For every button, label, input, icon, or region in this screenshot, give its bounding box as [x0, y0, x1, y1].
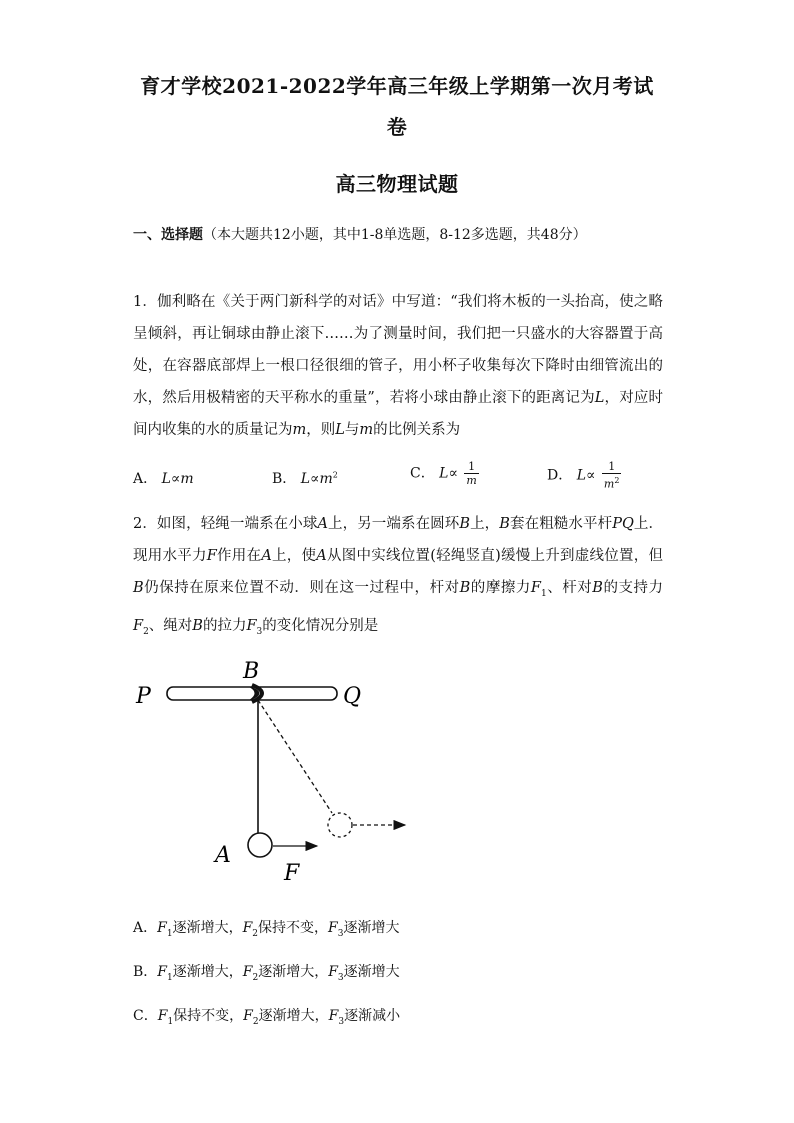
var-F3: F	[246, 617, 257, 634]
option-text: 逐渐增大	[343, 920, 400, 936]
fraction-denominator: m	[466, 474, 477, 487]
sub-2: 2	[143, 626, 149, 637]
option-text: 逐渐增大，	[172, 920, 243, 936]
option-c[interactable]	[410, 460, 479, 487]
var-B: B	[192, 617, 203, 634]
option-label: C．	[133, 1008, 158, 1024]
q2-text-k: 、杆对	[546, 580, 593, 596]
section-heading	[133, 224, 587, 244]
q2-text-b: 上，另一端系在圆环	[327, 516, 460, 532]
fraction-denominator	[602, 474, 622, 491]
sub-3: 3	[256, 626, 263, 637]
fraction-numerator: 1	[602, 460, 622, 474]
fraction	[602, 460, 622, 491]
sub-3: 3	[337, 972, 344, 983]
sub-3: 3	[337, 928, 344, 939]
rope-dashed	[258, 700, 332, 813]
var-F2: F	[243, 1008, 253, 1024]
q2-text-a: 如图，轻绳一端系在小球	[156, 516, 318, 532]
label-p: P	[136, 684, 151, 709]
var-PQ: PQ	[612, 516, 634, 532]
ball-a	[248, 833, 272, 857]
option-expr: L∝m	[161, 471, 194, 487]
var-F3: F	[328, 920, 338, 936]
q1-text-d: 与	[344, 422, 360, 438]
q1-options	[133, 460, 673, 500]
section-note: （本大题共12小题，其中1-8单选题，8-12多选题，共48分）	[203, 227, 587, 243]
option-text: 保持不变，	[258, 920, 329, 936]
sub-1: 1	[166, 928, 173, 939]
var-F1: F	[530, 580, 541, 596]
q1-text-b: ，对应时间内收集的水的质量记为	[133, 390, 663, 438]
q2-text-n: 的拉力	[202, 617, 247, 634]
label-a: A	[215, 843, 231, 868]
ball-dashed	[328, 813, 352, 837]
question-1	[133, 286, 663, 446]
var-A: A	[316, 548, 327, 564]
var-L: L	[594, 390, 605, 406]
label-f: F	[284, 861, 300, 886]
label-b: B	[243, 659, 260, 684]
sub-3: 3	[338, 1016, 345, 1027]
var-F3: F	[328, 1008, 339, 1024]
q2-text-d: 套在粗糙水平杆	[509, 516, 613, 532]
var-B: B	[592, 580, 603, 596]
pendulum-figure	[130, 650, 420, 890]
option-label: C．	[410, 465, 435, 482]
q2-text-o: 的变化情况分别是	[262, 617, 379, 634]
var-B: B	[499, 516, 510, 532]
q2-text-j: 的摩擦力	[470, 580, 531, 596]
var-m: m	[292, 422, 307, 438]
option-a[interactable]	[133, 468, 194, 488]
var-F2: F	[133, 617, 144, 634]
var-L: L	[335, 422, 345, 438]
sub-1: 1	[167, 972, 173, 983]
option-expr: L∝m	[300, 471, 333, 487]
q2-text-l: 的支持力	[602, 580, 664, 596]
var-F3: F	[328, 964, 338, 980]
option-sup: 2	[332, 470, 338, 480]
q1-text-e: 的比例关系为	[373, 422, 461, 438]
question-number: 1．	[133, 294, 158, 310]
den-var: m	[603, 477, 615, 491]
q2-option-c[interactable]	[133, 1005, 400, 1027]
question-number: 2．	[133, 516, 157, 532]
var-F1: F	[157, 964, 168, 980]
sub-1: 1	[540, 588, 547, 599]
q2-text-c: 上，	[470, 516, 500, 532]
section-title: 一、选择题	[133, 227, 203, 243]
option-d[interactable]	[547, 460, 621, 491]
fraction	[464, 460, 478, 487]
option-text: 逐渐增大	[343, 964, 400, 980]
question-2	[133, 508, 663, 648]
sub-1: 1	[167, 1016, 174, 1027]
q1-text-c: ，则	[306, 422, 336, 438]
q2-text-f: 作用在	[216, 548, 262, 564]
option-text: 逐渐增大，	[258, 964, 329, 980]
exam-title-line2: 卷	[386, 115, 408, 139]
q2-option-a[interactable]	[133, 917, 399, 939]
label-q: Q	[343, 684, 362, 709]
var-A: A	[261, 548, 272, 564]
option-text: 逐渐减小	[344, 1008, 401, 1024]
option-label: A．	[133, 471, 158, 487]
option-b[interactable]	[272, 468, 338, 488]
option-label: D．	[547, 467, 573, 484]
option-expr: L∝	[576, 467, 596, 484]
option-label: A．	[133, 920, 158, 936]
var-F: F	[206, 548, 217, 564]
option-text: 保持不变，	[173, 1008, 244, 1024]
sub-2: 2	[252, 928, 259, 939]
q2-text-h: 从图中实线位置(轻绳竖直)缓慢上升到虚线位置，但	[326, 548, 664, 564]
q2-text-i: 仍保持在原来位置不动．则在这一过程中，杆对	[143, 580, 460, 596]
den-sup: 2	[614, 476, 620, 485]
q2-text-e: 上．现用水平力	[133, 516, 664, 564]
option-text: 逐渐增大，	[258, 1008, 329, 1024]
exam-subtitle: 高三物理试题	[335, 172, 459, 196]
var-F2: F	[242, 964, 253, 980]
var-A: A	[317, 516, 328, 532]
var-B: B	[459, 516, 470, 532]
q2-text-m: 、绳对	[148, 617, 193, 634]
var-B: B	[459, 580, 471, 596]
var-m: m	[359, 422, 374, 438]
sub-2: 2	[252, 1016, 259, 1027]
option-label: B．	[133, 964, 158, 980]
q2-text-g: 上，使	[271, 548, 317, 564]
var-B: B	[133, 580, 144, 596]
var-F1: F	[157, 920, 167, 936]
option-label: B．	[272, 471, 297, 487]
var-F2: F	[242, 920, 253, 936]
exam-title-line1: 育才学校2021-2022学年高三年级上学期第一次月考试	[140, 74, 654, 98]
q2-option-b[interactable]	[133, 961, 400, 983]
q1-text-a: 伽利略在《关于两门新科学的对话》中写道：“我们将木板的一头抬高，使之略呈倾斜，再让铜球由静止滚下……为了测量时间，我们把一只盛水的大容器置于高处，在容器底部焊上一根口径很细的管子，用小杯子收集每次下降时由细管流出的水，然后用极精密的天平称水的重量”，若将小球由静止滚下的距离记为	[133, 294, 663, 406]
option-text: 逐渐增大，	[172, 964, 243, 980]
fraction-numerator: 1	[464, 460, 478, 474]
option-expr: L∝	[439, 465, 458, 482]
sub-2: 2	[252, 972, 259, 983]
var-F1: F	[157, 1008, 168, 1024]
